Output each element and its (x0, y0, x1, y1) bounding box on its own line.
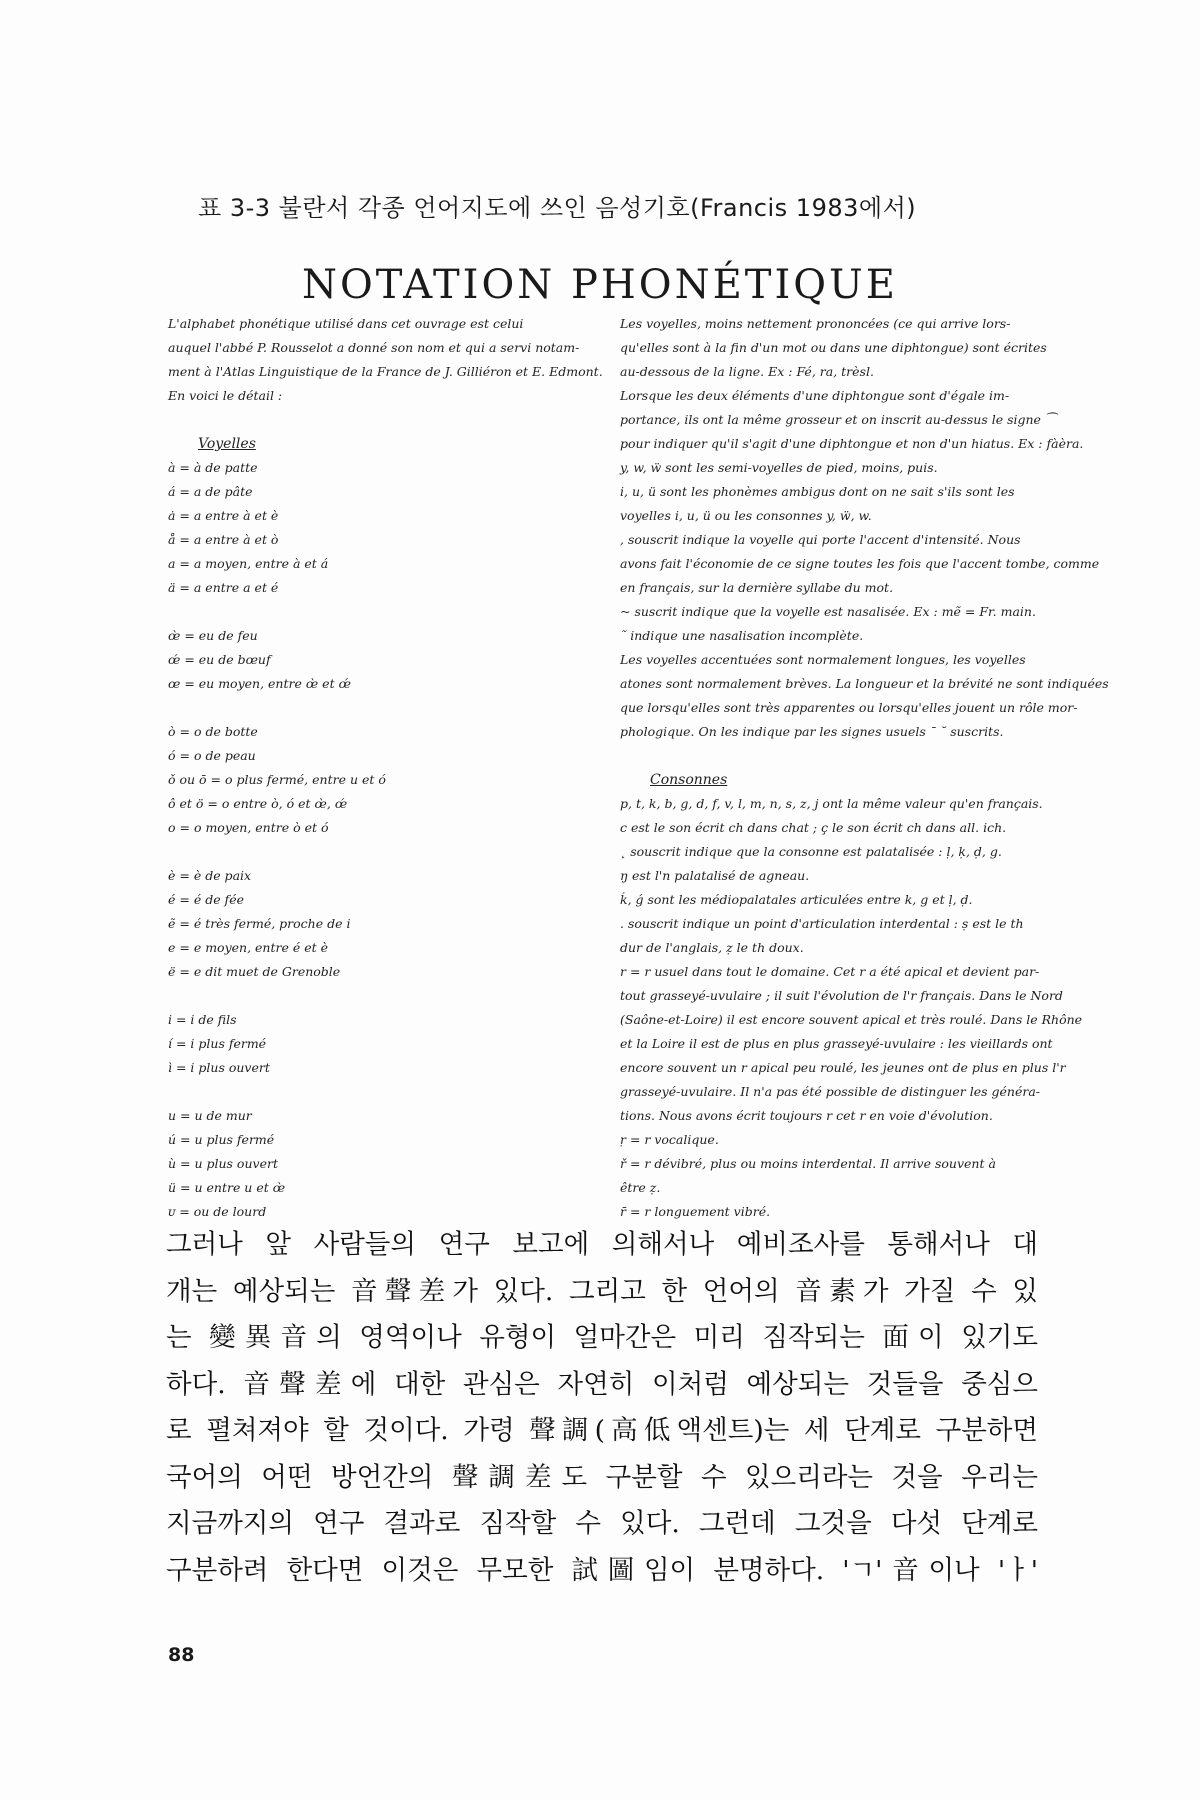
vowel-entry: ü = u entre u et œ̀ (168, 1180, 286, 1195)
consonant-note-line: p, t, k, b, g, d, f, v, l, m, n, s, z, j ont la même valeur qu'en français. (620, 796, 1043, 811)
consonant-note-line: . souscrit indique un point d'articulation interdental : ṣ est le th (620, 916, 1024, 931)
vowel-note-line: avons fait l'économie de ce signe toutes les fois que l'accent tombe, comme (620, 556, 1100, 571)
consonant-note-line: dur de l'anglais, ẓ le th doux. (620, 940, 804, 955)
table-caption: 표 3-3 불란서 각종 언어지도에 쓰인 음성기호(Francis 1983에서) (198, 194, 917, 222)
right-column (620, 312, 1109, 1224)
vowel-entry: å = a entre à et ò (168, 532, 279, 547)
vowel-note-line: y, w, ẅ sont les semi-voyelles de pied, moins, puis. (620, 460, 938, 475)
vowel-note-line: phologique. On les indique par les signes usuels ¯ ˘ suscrits. (620, 724, 1004, 739)
vowel-note-line: pour indiquer qu'il s'agit d'une diphtongue et non d'un hiatus. Ex : fàèra. (620, 436, 1084, 451)
page-number: 88 (168, 1644, 195, 1666)
consonant-note-line: ṛ = r vocalique. (620, 1132, 719, 1147)
body-line: 로 펼쳐져야 할 것이다. 가령 聲調(高低액센트)는 세 단계로 구분하면 (166, 1415, 1038, 1446)
body-line: 지금까지의 연구 결과로 짐작할 수 있다. 그런데 그것을 다섯 단계로 (166, 1508, 1038, 1539)
notation-title: NOTATION PHONÉTIQUE (302, 262, 898, 308)
vowel-entry: i = i de fils (168, 1012, 237, 1027)
consonant-note-line: être ẓ. (620, 1180, 661, 1195)
body-line: 국어의 어떤 방언간의 聲調差도 구분할 수 있으리라는 것을 우리는 (166, 1461, 1038, 1493)
vowel-entry: o = o moyen, entre ò et ó (168, 820, 329, 835)
vowel-entry: ú = u plus fermé (168, 1132, 275, 1147)
vowel-note-line: atones sont normalement brèves. La longueur et la brévité ne sont indiquées (620, 676, 1109, 691)
vowel-entry: ì = i plus ouvert (168, 1060, 270, 1075)
vowel-note-line: Les voyelles accentuées sont normalement longues, les voyelles (620, 652, 1026, 667)
consonant-note-line: encore souvent un r apical peu roulé, les jeunes ont de plus en plus l'r (620, 1060, 1066, 1075)
body-line: 하다. 音聲差에 대한 관심은 자연히 이처럼 예상되는 것들을 중심으 (166, 1368, 1038, 1400)
consonants-heading: Consonnes (650, 772, 728, 788)
consonant-note-line: ˛ souscrit indique que la consonne est palatalisée : ḷ, ḳ, ḍ, g. (620, 844, 1002, 859)
vowel-entry: ó = o de peau (168, 748, 256, 763)
intro-line: auquel l'abbé P. Rousselot a donné son nom et qui a servi notam- (168, 340, 580, 355)
vowel-note-line: , souscrit indique la voyelle qui porte l'accent d'intensité. Nous (620, 532, 1021, 547)
consonant-note-line: et la Loire il est de plus en plus grasseyé-uvulaire : les vieillards ont (620, 1036, 1053, 1051)
consonant-note-line: (Saône-et-Loire) il est encore souvent apical et très roulé. Dans le Rhône (620, 1012, 1083, 1027)
vowel-entry: u = u de mur (168, 1108, 252, 1123)
vowel-note-line: i, u, ü sont les phonèmes ambigus dont on ne sait s'ils sont les (620, 484, 1015, 499)
vowel-entry: ù = u plus ouvert (168, 1156, 278, 1171)
consonant-note-line: r̄ = r longuement vibré. (620, 1204, 771, 1219)
vowel-note-line: Lorsque les deux éléments d'une diphtongue sont d'égale im- (620, 388, 1010, 403)
vowels-heading: Voyelles (198, 436, 256, 452)
vowel-entry: é = é de fée (168, 892, 244, 907)
vowel-entry: a = a moyen, entre à et á (168, 556, 329, 571)
consonant-note-line: c est le son écrit ch dans chat ; ç le son écrit ch dans all. ich. (620, 820, 1007, 835)
body-line: 는 變異音의 영역이나 유형이 얼마간은 미리 짐작되는 面이 있기도 (166, 1322, 1038, 1353)
body-line: 개는 예상되는 音聲差가 있다. 그리고 한 언어의 音素가 가질 수 있 (166, 1275, 1038, 1307)
consonant-note-line: ř = r dévibré, plus ou moins interdental. Il arrive souvent à (620, 1156, 996, 1171)
vowel-entry: ä = a entre a et é (168, 580, 279, 595)
vowel-note-line: ˜ indique une nasalisation incomplète. (620, 628, 864, 643)
vowel-note-line: voyelles i, u, ü ou les consonnes y, ẅ, w. (620, 508, 872, 523)
intro-line: L'alphabet phonétique utilisé dans cet ouvrage est celui (168, 316, 524, 331)
consonant-note-line: ḱ, ǵ sont les médiopalatales articulées entre k, g et ḷ, ḍ. (620, 892, 973, 907)
vowel-entry: ò = o de botte (168, 724, 258, 739)
body-line: 그러나 앞 사람들의 연구 보고에 의해서나 예비조사를 통해서나 대 (166, 1229, 1038, 1260)
consonant-note-line: grasseyé-uvulaire. Il n'a pas été possible de distinguer les généra- (620, 1084, 1040, 1099)
vowel-entry: œ = eu moyen, entre œ̀ et œ́ (168, 676, 351, 691)
vowel-entry: è = è de paix (168, 868, 252, 883)
left-column (168, 312, 603, 1224)
vowel-note-line: qu'elles sont à la fin d'un mot ou dans une diphtongue) sont écrites (620, 340, 1047, 355)
intro-line: En voici le détail : (168, 388, 283, 403)
vowel-entry: ᴜ = ou de lourd (168, 1204, 267, 1219)
vowel-note-line: en français, sur la dernière syllabe du mot. (620, 580, 894, 595)
vowel-note-line: portance, ils ont la même grosseur et on inscrit au-dessus le signe ⁀ (620, 412, 1055, 427)
vowel-entry: à = à de patte (168, 460, 258, 475)
vowel-entry: ǒ ou ō = o plus fermé, entre u et ó (168, 772, 386, 787)
vowel-entry: ẽ = é très fermé, proche de i (168, 916, 351, 931)
vowel-entry: í = i plus fermé (168, 1036, 267, 1051)
consonant-note-line: tout grasseyé-uvulaire ; il suit l'évolution de l'r français. Dans le Nord (620, 988, 1063, 1003)
intro-line: ment à l'Atlas Linguistique de la France de J. Gilliéron et E. Edmont. (168, 364, 603, 379)
vowel-note-line: au-dessous de la ligne. Ex : Fé, ra, trèsl. (620, 364, 874, 379)
body-line: 구분하려 한다면 이것은 무모한 試圖임이 분명하다. 'ㄱ'音이나 'ㅏ' (166, 1554, 1038, 1586)
vowel-entry: e = e moyen, entre é et è (168, 940, 329, 955)
consonant-note-line: ŋ est l'n palatalisé de agneau. (620, 868, 810, 883)
consonant-note-line: tions. Nous avons écrit toujours r cet r en voie d'évolution. (620, 1108, 993, 1123)
vowel-note-line: que lorsqu'elles sont très apparentes ou lorsqu'elles jouent un rôle mor- (620, 700, 1078, 715)
body-paragraph (166, 1222, 1038, 1594)
vowel-note-line: ~ suscrit indique que la voyelle est nasalisée. Ex : mẽ = Fr. main. (620, 604, 1036, 619)
consonant-note-line: r = r usuel dans tout le domaine. Cet r a été apical et devient par- (620, 964, 1040, 979)
vowel-entry: œ́ = eu de bœuf (168, 652, 271, 667)
vowel-entry: á = a de pâte (168, 484, 253, 499)
vowel-entry: ȧ = a entre à et è (168, 508, 279, 523)
vowel-entry: ô et ö = o entre ò, ó et œ̀, œ́ (168, 796, 348, 811)
vowel-entry: ë = e dit muet de Grenoble (168, 964, 341, 979)
vowel-note-line: Les voyelles, moins nettement prononcées (ce qui arrive lors- (620, 316, 1011, 331)
vowel-entry: œ̀ = eu de feu (168, 628, 258, 643)
